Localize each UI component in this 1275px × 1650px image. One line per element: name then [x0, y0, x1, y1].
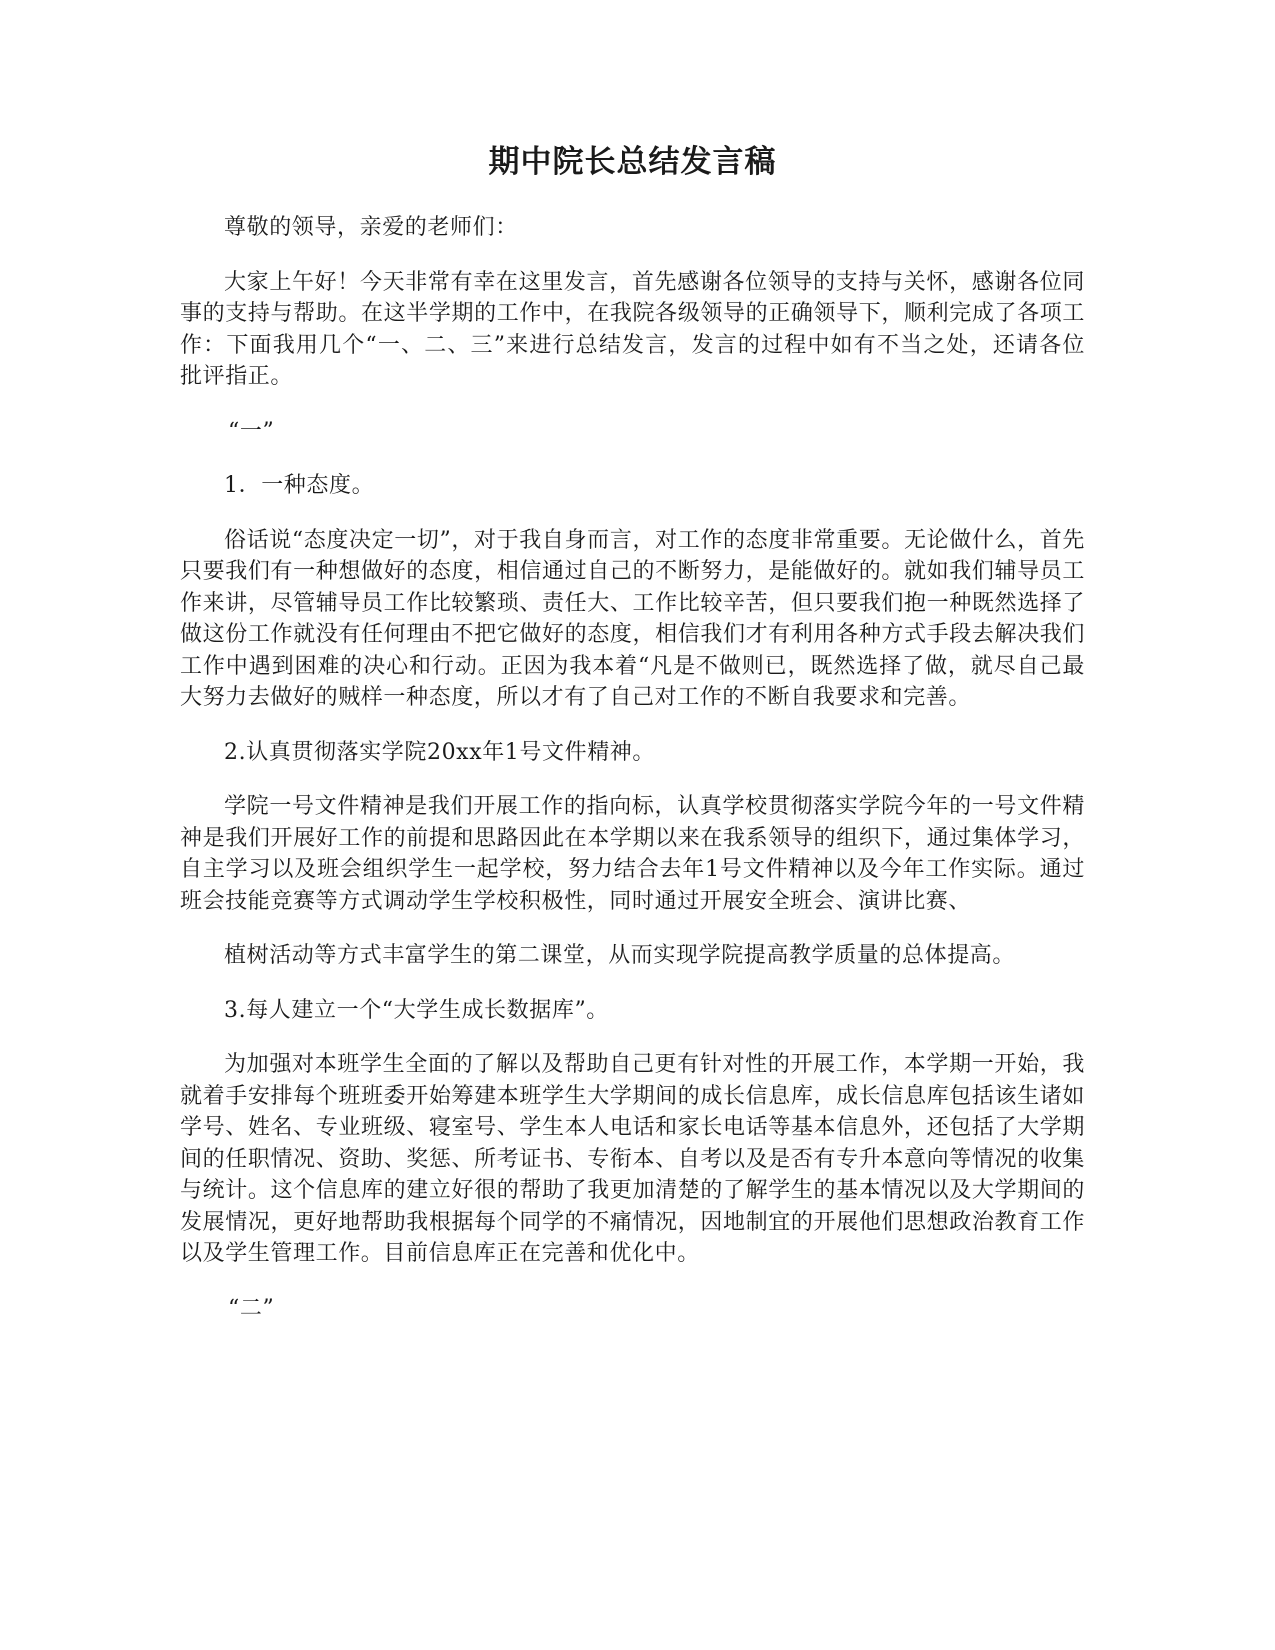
item3-body: 为加强对本班学生全面的了解以及帮助自己更有针对性的开展工作，本学期一开始，我就着手安排每个班班委开始筹建本班学生大学期间的成长信息库，成长信息库包括该生诸如学号、姓名、专业班级、寝室号、学生本人电话和家长电话等基本信息外，还包括了大学期间的任职情况、资助、奖惩、所考证书、专衔本、自考以及是否有专升本意向等情况的收集与统计。这个信息库的建立好很的帮助了我更加清楚的了解学生的基本情况以及大学期间的发展情况，更好地帮助我根据每个同学的不痛情况，因地制宜的开展他们思想政治教育工作以及学生管理工作。目前信息库正在完善和优化中。	[180, 1052, 1085, 1266]
item2-body-1: 学院一号文件精神是我们开展工作的指向标，认真学校贯彻落实学院今年的一号文件精神是我们开展好工作的前提和思路因此在本学期以来在我系领导的组织下，通过集体学习，自主学习以及班会组织学生一起学校，努力结合去年1号文件精神以及今年工作实际。通过班会技能竞赛等方式调动学生学校积极性，同时通过开展安全班会、演讲比赛、	[180, 794, 1085, 914]
section-two-mark: “二”	[228, 1295, 275, 1321]
intro-paragraph: 大家上午好！今天非常有幸在这里发言，首先感谢各位领导的支持与关怀，感谢各位同事的支持与帮助。在这半学期的工作中，在我院各级领导的正确领导下，顺利完成了各项工作：下面我用几个“一、二、三”来进行总结发言，发言的过程中如有不当之处，还请各位批评指正。	[180, 269, 1085, 389]
item2-heading: 2.认真贯彻落实学院20xx年1号文件精神。	[224, 739, 655, 765]
document-page	[180, 140, 1085, 1347]
item1-heading: 1．一种态度。	[224, 473, 375, 498]
item1-body: 俗话说“态度决定一切”，对于我自身而言，对工作的态度非常重要。无论做什么，首先只要我们有一种想做好的态度，相信通过自己的不断努力，是能做好的。就如我们辅导员工作来讲，尽管辅导员工作比较繁琐、责任大、工作比较辛苦，但只要我们抱一种既然选择了做这份工作就没有任何理由不把它做好的态度，相信我们才有利用各种方式手段去解决我们工作中遇到困难的决心和行动。正因为我本着“凡是不做则已，既然选择了做，就尽自己最大努力去做好的贼样一种态度，所以才有了自己对工作的不断自我要求和完善。	[180, 527, 1085, 710]
greeting: 尊敬的领导，亲爱的老师们：	[224, 215, 518, 240]
section-one-mark: “一”	[228, 418, 275, 444]
item3-heading: 3.每人建立一个“大学生成长数据库”。	[224, 997, 609, 1023]
item2-body-2: 植树活动等方式丰富学生的第二课堂，从而实现学院提高教学质量的总体提高。	[224, 943, 1016, 968]
document-title: 期中院长总结发言稿	[488, 144, 777, 180]
